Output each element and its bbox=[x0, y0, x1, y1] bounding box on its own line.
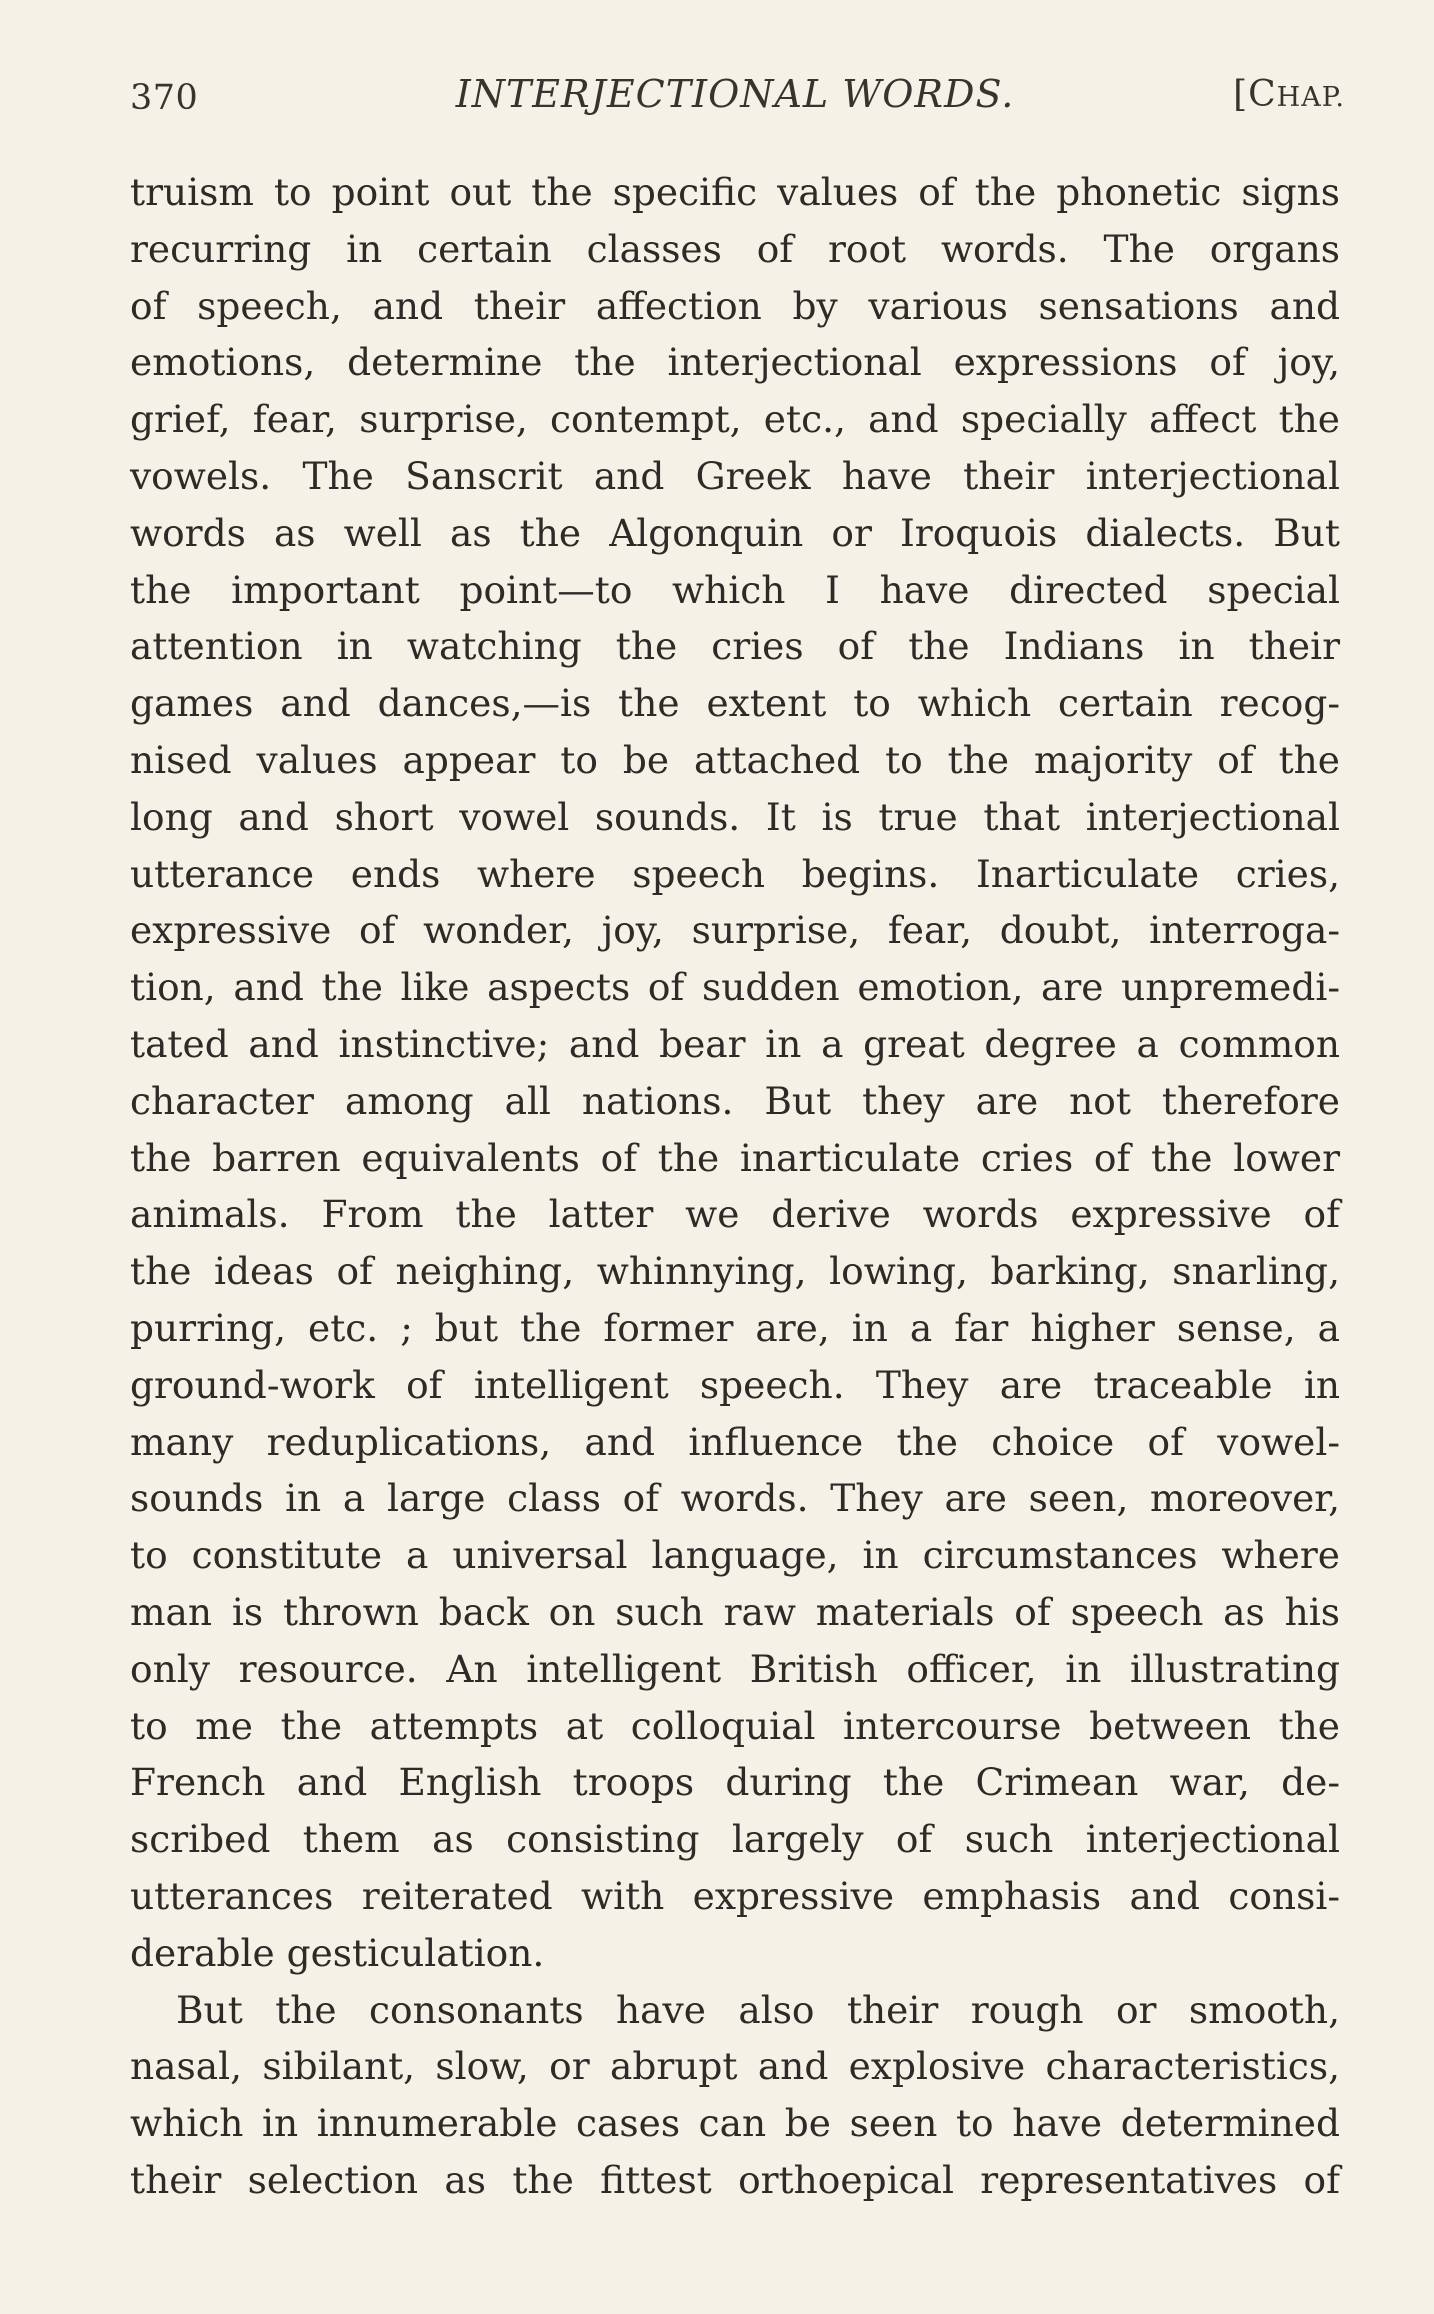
text-line: scribed them as consisting largely of such interjectional bbox=[130, 1817, 1340, 1862]
text-line: of speech, and their affection by various sensations and bbox=[130, 283, 1340, 328]
body-text bbox=[130, 164, 1340, 2209]
text-line: many reduplications, and influence the choice of vowel- bbox=[130, 1419, 1340, 1464]
text-line: words as well as the Algonquin or Iroquois dialects. But bbox=[130, 510, 1340, 555]
text-line: tated and instinctive; and bear in a great degree a common bbox=[130, 1021, 1340, 1066]
text-line: the important point—to which I have directed special bbox=[130, 567, 1340, 612]
text-line: French and English troops during the Crimean war, de- bbox=[130, 1760, 1340, 1805]
text-line: games and dances,—is the extent to which certain recog- bbox=[130, 681, 1340, 726]
text-line: purring, etc. ; but the former are, in a far higher sense, a bbox=[130, 1305, 1340, 1350]
text-line: animals. From the latter we derive words expressive of bbox=[130, 1192, 1340, 1237]
text-line: long and short vowel sounds. It is true that interjectional bbox=[130, 794, 1340, 839]
page-number: 370 bbox=[130, 78, 199, 118]
text-line: recurring in certain classes of root words. The organs bbox=[130, 226, 1340, 271]
text-line: expressive of wonder, joy, surprise, fear, doubt, interroga- bbox=[130, 908, 1340, 953]
text-line: the barren equivalents of the inarticulate cries of the lower bbox=[130, 1135, 1340, 1180]
text-line: vowels. The Sanscrit and Greek have their interjectional bbox=[130, 453, 1340, 498]
text-line: utterances reiterated with expressive emphasis and consi- bbox=[130, 1873, 1340, 1918]
text-line: nised values appear to be attached to the majority of the bbox=[130, 737, 1340, 782]
text-line: attention in watching the cries of the Indians in their bbox=[130, 624, 1340, 669]
chapter-mark bbox=[1233, 74, 1345, 115]
text-line: character among all nations. But they are not therefore bbox=[130, 1078, 1340, 1123]
text-line: sounds in a large class of words. They are seen, moreover, bbox=[130, 1476, 1340, 1521]
text-line: grief, fear, surprise, contempt, etc., and specially affect the bbox=[130, 397, 1340, 442]
running-title: INTERJECTIONAL WORDS. bbox=[455, 72, 1015, 116]
paragraph-end-line: derable gesticulation. bbox=[130, 1930, 545, 1975]
chapter-bracket: [C bbox=[1233, 74, 1277, 115]
text-line: ground-work of intelligent speech. They are traceable in bbox=[130, 1362, 1340, 1407]
text-line: nasal, sibilant, slow, or abrupt and explosive characteristics, bbox=[130, 2044, 1340, 2089]
text-line: tion, and the like aspects of sudden emotion, are unpremedi- bbox=[130, 965, 1340, 1010]
page-header bbox=[130, 70, 1345, 130]
text-line: truism to point out the specific values of the phonetic signs bbox=[130, 170, 1340, 214]
text-line: emotions, determine the interjectional expressions of joy, bbox=[130, 340, 1340, 385]
chapter-small-caps: HAP. bbox=[1276, 82, 1345, 113]
text-line: the ideas of neighing, whinnying, lowing, barking, snarling, bbox=[130, 1249, 1340, 1294]
paragraph-start-line: But the consonants have also their rough or smooth, bbox=[176, 1987, 1340, 2032]
text-line: which in innumerable cases can be seen to have determined bbox=[130, 2101, 1340, 2146]
text-line: to constitute a universal language, in circumstances where bbox=[130, 1533, 1340, 1578]
text-line: man is thrown back on such raw materials of speech as his bbox=[130, 1589, 1340, 1634]
text-line: utterance ends where speech begins. Inarticulate cries, bbox=[130, 851, 1340, 896]
text-line: only resource. An intelligent British officer, in illustrating bbox=[130, 1646, 1340, 1691]
text-line: their selection as the fittest orthoepical representatives of bbox=[130, 2157, 1340, 2202]
text-line: to me the attempts at colloquial intercourse between the bbox=[130, 1703, 1340, 1748]
